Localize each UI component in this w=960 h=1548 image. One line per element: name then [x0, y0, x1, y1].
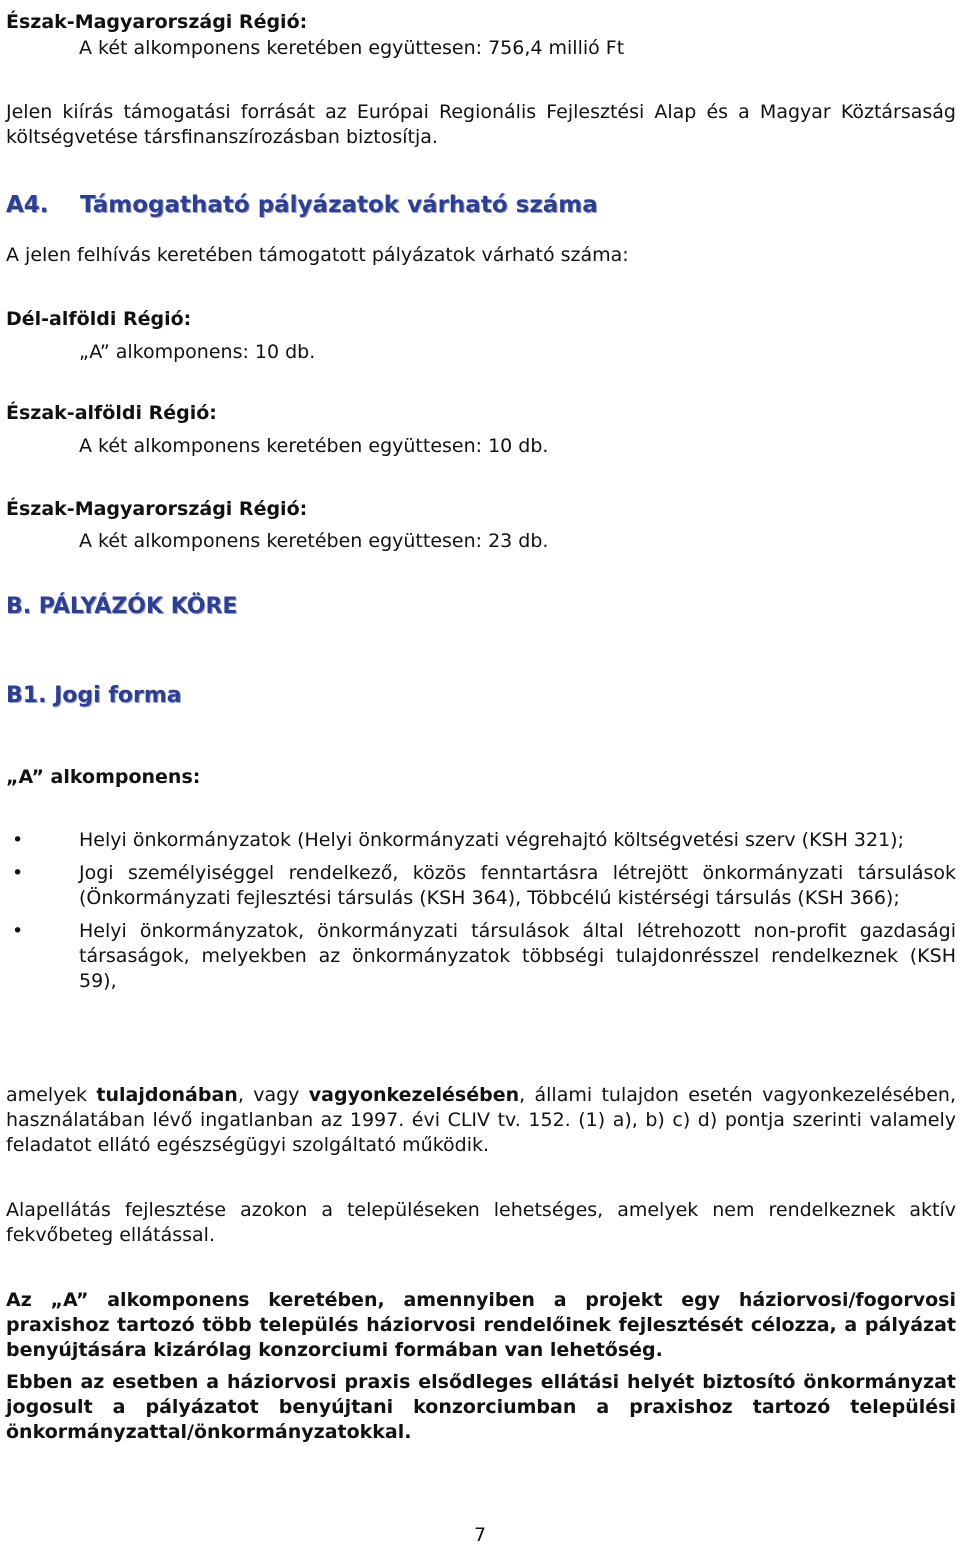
para-text: , vagy: [237, 1084, 309, 1106]
section-a4-number: A4.: [6, 192, 49, 218]
list-item-text: Jogi személyiséggel rendelkező, közös fenntartásra létrejött önkormányzati társulások (Önkormányzati fejlesztési társulás (KSH 364), Többcélú kistérségi társulás (KSH 366);: [79, 862, 956, 909]
section-b-heading: B. PÁLYÁZÓK KÖRE: [6, 594, 238, 619]
para-text: amelyek: [6, 1084, 97, 1106]
consortium-leader-paragraph: Ebben az esetben a háziorvosi praxis elsődleges ellátási helyét biztosító önkormányzat jogosult a pályázatot benyújtani konzorciumban a praxishoz tartozó települési önkormányzattal/önkormányzatokkal.: [6, 1371, 956, 1443]
list-item: [0, 828, 956, 853]
funding-amount: A két alkomponens keretében együttesen: 756,4 millió Ft: [79, 37, 625, 59]
region-value-south-plain: „A” alkomponens: 10 db.: [79, 341, 316, 363]
funding-source-paragraph: Jelen kiírás támogatási forrását az Európai Regionális Fejlesztési Alap és a Magyar Köztársaság költségvetése társfinanszírozásban biztosítja.: [6, 101, 956, 148]
list-item: [0, 919, 956, 994]
list-item-text: Helyi önkormányzatok (Helyi önkormányzati végrehajtó költségvetési szerv (KSH 321);: [79, 829, 904, 851]
bullet-icon: •: [12, 829, 24, 851]
para-bold-management: vagyonkezelésében: [308, 1084, 520, 1106]
property-paragraph: [6, 1083, 956, 1158]
region-label-north-hungary-2: Észak-Magyarországi Régió:: [6, 498, 308, 520]
eligible-applicants-list: [0, 828, 956, 1002]
bullet-icon: •: [12, 862, 24, 884]
list-item-text: Helyi önkormányzatok, önkormányzati társulások által létrehozott non-profit gazdasági társaságok, melyekben az önkormányzatok többségi tulajdonrésszel rendelkeznek (KSH 59),: [79, 920, 956, 992]
bullet-icon: •: [12, 920, 24, 942]
region-value-north-plain: A két alkomponens keretében együttesen: 10 db.: [79, 435, 549, 457]
consortium-paragraph: Az „A” alkomponens keretében, amennyiben a projekt egy háziorvosi/fogorvosi praxishoz tartozó több település háziorvosi rendelőinek fejlesztését célozza, a pályázat benyújtására kizárólag konzorciumi formában van lehetőség.: [6, 1289, 956, 1361]
para-bold-ownership: tulajdonában: [96, 1084, 238, 1106]
primary-care-paragraph: Alapellátás fejlesztése azokon a településeken lehetséges, amelyek nem rendelkeznek aktív fekvőbeteg ellátással.: [6, 1199, 956, 1246]
region-label-north-plain: Észak-alföldi Régió:: [6, 402, 217, 424]
section-b1-heading: B1. Jogi forma: [6, 683, 182, 708]
section-a4-heading: [6, 190, 598, 220]
region-label-north-hungary: Észak-Magyarországi Régió:: [6, 11, 308, 33]
list-item: [0, 861, 956, 911]
a4-intro: A jelen felhívás keretében támogatott pályázatok várható száma:: [6, 244, 629, 266]
region-value-north-hungary: A két alkomponens keretében együttesen: 23 db.: [79, 530, 549, 552]
component-a-label: „A” alkomponens:: [6, 766, 201, 788]
section-a4-title: Támogatható pályázatok várható száma: [80, 192, 598, 218]
para-text: , állami tulajdon esetén vagyonkezelésében, használatában lévő ingatlanban az 1997. évi CLIV tv. 152. (1) a), b) c) d) pontja szerinti valamely feladatot ellátó egészségügyi szolgáltató működik.: [6, 1084, 956, 1156]
page-number: 7: [473, 1524, 487, 1546]
region-label-south-plain: Dél-alföldi Régió:: [6, 308, 192, 330]
